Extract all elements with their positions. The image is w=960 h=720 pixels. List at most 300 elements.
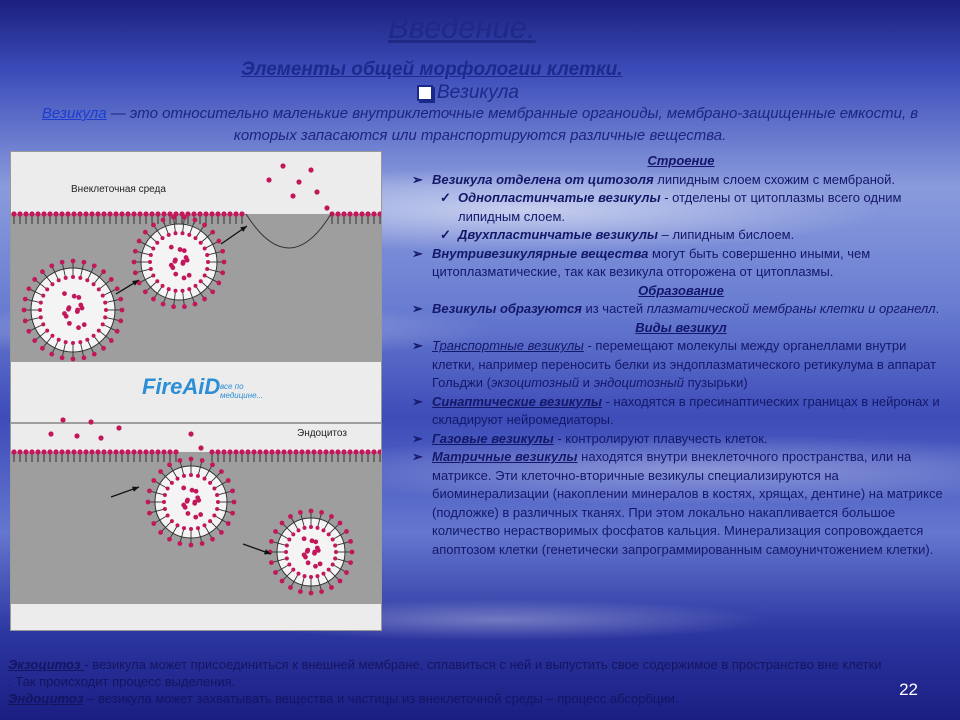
lipid-head [287,449,292,454]
lipid-head [71,211,76,216]
lipid-head [171,304,176,309]
lipid-head [161,211,166,216]
lipid-head [41,449,46,454]
lipid-head [161,284,165,288]
lipid-head [57,338,61,342]
lipid-head [26,329,31,334]
lipid-head [163,507,167,511]
lipid-head [353,449,358,454]
content-column [412,152,950,559]
lipid-head [161,218,166,223]
lipid-head [273,529,278,534]
checkbox-bullet-icon [417,85,433,101]
panel-bottom [11,604,381,630]
section-bullet [417,82,519,104]
lipid-head [303,574,307,578]
lipid-head [23,319,28,324]
lipid-head [322,572,326,576]
lipid-head [39,315,43,319]
lipid-head [41,294,45,298]
lipid-head [191,211,196,216]
lipid-head [137,211,142,216]
lipid-head [174,289,178,293]
lipid-head [182,215,187,220]
lipid-head [155,241,159,245]
lipid-head [297,572,301,576]
cargo-molecule [169,245,174,250]
list-item: ➢ Везикулы образуются из частей плазматической мембраны клетки и органелл. [412,300,950,319]
slide-subtitle: Элементы общей морфологии клетки. [241,59,623,80]
lipid-head [202,223,207,228]
lipid-head [212,487,216,491]
lipid-head [189,457,194,462]
lipid-head [221,211,226,216]
lipid-head [146,500,151,505]
lipid-head [107,449,112,454]
definition-term: Везикула [41,105,107,122]
lipid-head [23,449,28,454]
list-item: ➢ Транспортные везикулы - перемещают молекулы между органеллами внутри клетки, например переносить белки из эндоплазматического ретикулума в аппарат Гольджи (экзоцитозный и эндоцитозный пузырьки) [412,338,937,390]
lipid-head [199,279,203,283]
list-item: ✓ Однопластинчатые везикулы - отделены от цитоплазмы всего одним липидным слоем. [440,190,902,224]
lipid-head [166,487,170,491]
cargo-molecule [316,548,321,553]
lipid-head [151,478,156,483]
list-item: ➢ Матричные везикулы находятся внутри внеклеточного пространства, или на матриксе. Эти клеточно-вторичные везикулы специализируются на биоминерализации (накоплении минералов в костях, хрящах, дентине) на матриксе (подложке) в различных тканях. При этом локально накапливается большое количество нерастворимых фосфатов кальция. Минерализация сопровождается апоптозом клетки (генетически запрограммированным самоуничтожением клетки). [412,449,943,557]
lipid-head [137,449,142,454]
lipid-head [208,481,212,485]
lipid-head [245,449,250,454]
lipid-head [115,286,120,291]
exocytosis-vesicle-1 [31,268,115,352]
lipid-head [176,477,180,481]
lipid-head [161,236,165,240]
lipid-head [230,511,235,516]
lipid-head [29,211,34,216]
list-item: ➢ Синаптические везикулы - находятся в пресинаптических границах в нейронах и складируют нейромедиаторы. [412,393,940,427]
lipid-head [32,338,37,343]
lipid-head [269,560,274,565]
cargo-molecule [181,486,186,491]
lipid-head [287,538,291,542]
lipid-head [151,521,156,526]
lipid-head [53,449,58,454]
extracellular-molecule [98,435,103,440]
lipid-head [167,449,172,454]
lipid-head [109,338,114,343]
lipid-head [285,544,289,548]
lipid-head [85,338,89,342]
lipid-head [288,514,293,519]
lipid-head [189,543,194,548]
lipid-head [322,528,326,532]
cargo-molecule [62,311,67,316]
lipid-head [82,260,87,265]
lipid-head [280,579,285,584]
cargo-molecule [313,539,318,544]
cargo-molecule [75,309,80,314]
lipid-head [359,449,364,454]
lipid-head [193,284,197,288]
lipid-head [350,550,355,555]
lipid-head [287,563,291,567]
arrow-bullet-icon: ➢ [412,301,423,316]
cargo-molecule [67,321,72,326]
lipid-head [143,230,148,235]
extracellular-molecule [116,425,121,430]
lipid-head [280,521,285,526]
lipid-head [60,355,65,360]
extracellular-molecule [88,419,93,424]
lipid-head [344,570,349,575]
label-extracellular: Внеклеточная среда [71,184,166,195]
cargo-molecule [198,512,203,517]
lipid-head [35,211,40,216]
lipid-head [200,541,205,546]
cargo-molecule [185,498,190,503]
heading-formation: Образование [638,282,724,298]
lipid-head [216,281,221,286]
lipid-head [193,218,198,223]
lipid-head [203,477,207,481]
lipid-head [288,585,293,590]
lipid-head [177,541,182,546]
lipid-head [251,449,256,454]
lipid-head [303,526,307,530]
released-molecule [314,189,319,194]
lipid-head [269,539,274,544]
lipid-head [230,488,235,493]
lipid-head [338,521,343,526]
lipid-head [151,247,155,251]
lipid-head [149,211,154,216]
lipid-head [161,449,166,454]
lipid-head [167,233,171,237]
released-molecule [266,177,271,182]
lipid-head [78,276,82,280]
released-molecule [280,163,285,168]
lipid-head [177,458,182,463]
lipid-head [315,526,319,530]
lipid-head [309,575,313,579]
lipid-head [239,449,244,454]
definition-paragraph [10,103,950,147]
lipid-head [239,211,244,216]
lipid-head [200,458,205,463]
lipid-head [119,449,124,454]
lipid-head [221,449,226,454]
lipid-head [203,273,207,277]
lipid-head [205,253,209,257]
lipid-head [89,449,94,454]
lipid-head [327,532,331,536]
lipid-head [210,537,215,542]
lipid-head [107,211,112,216]
cargo-molecule [305,548,310,553]
lipid-head [155,211,160,216]
lipid-head [182,474,186,478]
lipid-head [222,260,227,265]
lipid-head [371,449,376,454]
lipid-head [158,530,163,535]
lipid-head [333,544,337,548]
lipid-head [119,211,124,216]
lipid-head [199,241,203,245]
lipid-head [167,462,172,467]
arrow-bullet-icon: ➢ [412,338,423,353]
label-endocytosis: Эндоцитоз [297,428,347,439]
checkmark-icon: ✓ [440,190,451,205]
lipid-head [335,211,340,216]
lipid-head [41,322,45,326]
lipid-head [335,449,340,454]
lipid-head [219,469,224,474]
lipid-head [226,521,231,526]
lipid-head [95,449,100,454]
lipid-head [151,273,155,277]
lipid-head [189,473,193,477]
lipid-head [210,462,215,467]
lipid-head [92,263,97,268]
lipid-head [170,481,174,485]
cargo-molecule [312,551,317,556]
extracellular-molecule [48,431,53,436]
lipid-head [40,269,45,274]
lipid-head [101,269,106,274]
lipid-head [309,525,313,529]
cargo-molecule [76,295,81,300]
lipid-head [187,287,191,291]
lipid-head [32,277,37,282]
cargo-molecule [318,561,323,566]
lipid-head [158,469,163,474]
cargo-molecule [182,248,187,253]
lipid-head [232,500,237,505]
list-item: ✓ Двухпластинчатые везикулы – липидным бислоем. [412,226,950,245]
lipid-head [329,449,334,454]
lipid-head [149,267,153,271]
cargo-molecule [178,247,183,252]
lipid-head [38,308,42,312]
lipid-head [189,527,193,531]
lipid-head [284,550,288,554]
lipid-head [125,449,130,454]
lipid-head [173,449,178,454]
lipid-head [331,563,335,567]
cargo-molecule [67,305,72,310]
lipid-head [78,340,82,344]
lipid-head [92,352,97,357]
lipid-head [319,589,324,594]
lipid-head [137,239,142,244]
lipid-head [118,297,123,302]
lipid-head [365,211,370,216]
cargo-molecule [306,560,311,565]
lipid-head [298,589,303,594]
lipid-head [208,519,212,523]
lipid-head [180,231,184,235]
lipid-head [71,449,76,454]
lipid-head [212,514,216,518]
lipid-head [203,211,208,216]
lipid-head [133,249,138,254]
lipid-head [40,346,45,351]
lipid-head [206,260,210,264]
lipid-head [227,449,232,454]
lipid-head [132,260,137,265]
lipid-head [131,449,136,454]
lipid-head [216,500,220,504]
lipid-head [35,449,40,454]
cargo-molecule [82,322,87,327]
list-item: ➢ Везикула отделена от цитозоля липидным слоем схожим с мембраной. [412,171,950,190]
released-molecule [296,179,301,184]
cargo-molecule [169,263,174,268]
lipid-head [182,304,187,309]
lipid-head [187,233,191,237]
lipid-head [196,474,200,478]
lipid-head [65,449,70,454]
lipid-head [333,556,337,560]
lipid-head [101,346,106,351]
exocytosis-note: Экзоцитоз - везикула может присоединиться к внешней мембране, сплавиться с ней и выпустить свое содержимое в пространство вне клетки . Так происходит процесс выделения. [8,657,882,689]
lipid-head [47,211,52,216]
lipid-head [299,449,304,454]
lipid-head [131,211,136,216]
lipid-head [166,514,170,518]
cargo-molecule [62,291,67,296]
lipid-head [23,297,28,302]
lipid-head [297,528,301,532]
lipid-head [323,449,328,454]
lipid-head [113,211,118,216]
lipid-head [53,211,58,216]
lipid-head [348,560,353,565]
watermark-logo: FireAiD [142,374,221,399]
lipid-head [226,478,231,483]
lipid-head [293,449,298,454]
lipid-head [41,211,46,216]
lipid-head [71,275,75,279]
lipid-head [97,287,101,291]
cargo-molecule [80,306,85,311]
extracellular-molecule [60,417,65,422]
arrow-bullet-icon: ➢ [412,393,423,409]
lipid-head [151,297,156,302]
lipid-head [317,449,322,454]
arrow-bullet-icon: ➢ [412,449,423,464]
lipid-head [101,211,106,216]
lipid-head [50,334,54,338]
cargo-molecule [194,489,199,494]
cargo-molecule [181,503,186,508]
cargo-molecule [187,273,192,278]
lipid-head [77,449,82,454]
lipid-head [45,329,49,333]
lipid-head [23,211,28,216]
lipid-head [120,308,125,313]
cargo-molecule [196,498,201,503]
section-bullet-label: Везикула [437,82,519,103]
cargo-molecule [181,261,186,266]
cargo-molecule [192,501,197,506]
lipid-head [50,282,54,286]
lipid-head [215,449,220,454]
lipid-head [216,239,221,244]
lipid-head [149,253,153,257]
cargo-molecule [313,564,318,569]
lipid-head [89,211,94,216]
lipid-head [176,523,180,527]
lipid-head [29,449,34,454]
lipid-head [196,526,200,530]
lipid-head [220,270,225,275]
lipid-head [319,510,324,515]
list-item: ➢ Газовые везикулы - контролируют плавучесть клеток. [412,430,950,449]
lipid-head [227,211,232,216]
lipid-head [209,211,214,216]
lipid-head [95,211,100,216]
lipid-head [103,301,107,305]
lipid-head [371,211,376,216]
endocytosis-note: Эндоцитоз – везикула может захватывать вещества и частицы из внеклеточной среды – процесс абсорбции. [8,691,679,706]
lipid-head [104,308,108,312]
lipid-head [147,511,152,516]
lipid-head [291,568,295,572]
lipid-head [257,449,262,454]
lipid-head [359,211,364,216]
lipid-head [263,449,268,454]
lipid-head [155,279,159,283]
lipid-head [281,449,286,454]
checkmark-icon: ✓ [440,227,451,242]
lipid-head [197,211,202,216]
cargo-molecule [302,536,307,541]
lipid-head [97,329,101,333]
cargo-molecule [182,276,187,281]
lipid-head [148,260,152,264]
lipid-head [269,449,274,454]
released-molecule [290,193,295,198]
lipid-head [233,449,238,454]
lipid-head [22,308,27,313]
arrow-bullet-icon: ➢ [412,430,423,446]
lipid-head [59,449,64,454]
lipid-head [49,352,54,357]
lipid-head [331,538,335,542]
lipid-head [341,449,346,454]
lipid-head [171,215,176,220]
lipid-head [163,493,167,497]
lipid-head [133,270,138,275]
lipid-head [45,287,49,291]
lipid-head [233,211,238,216]
extracellular-molecule [198,445,203,450]
lipid-head [115,329,120,334]
lipid-head [149,449,154,454]
lipid-head [180,289,184,293]
lipid-head [82,355,87,360]
lipid-head [338,579,343,584]
lipid-head [334,550,338,554]
exocytosis-vesicle-2 [141,224,217,300]
lipid-head [101,294,105,298]
footer-notes [8,656,888,707]
lipid-head [275,449,280,454]
lipid-head [210,289,215,294]
extracellular-molecule [74,433,79,438]
lipid-head [17,211,22,216]
